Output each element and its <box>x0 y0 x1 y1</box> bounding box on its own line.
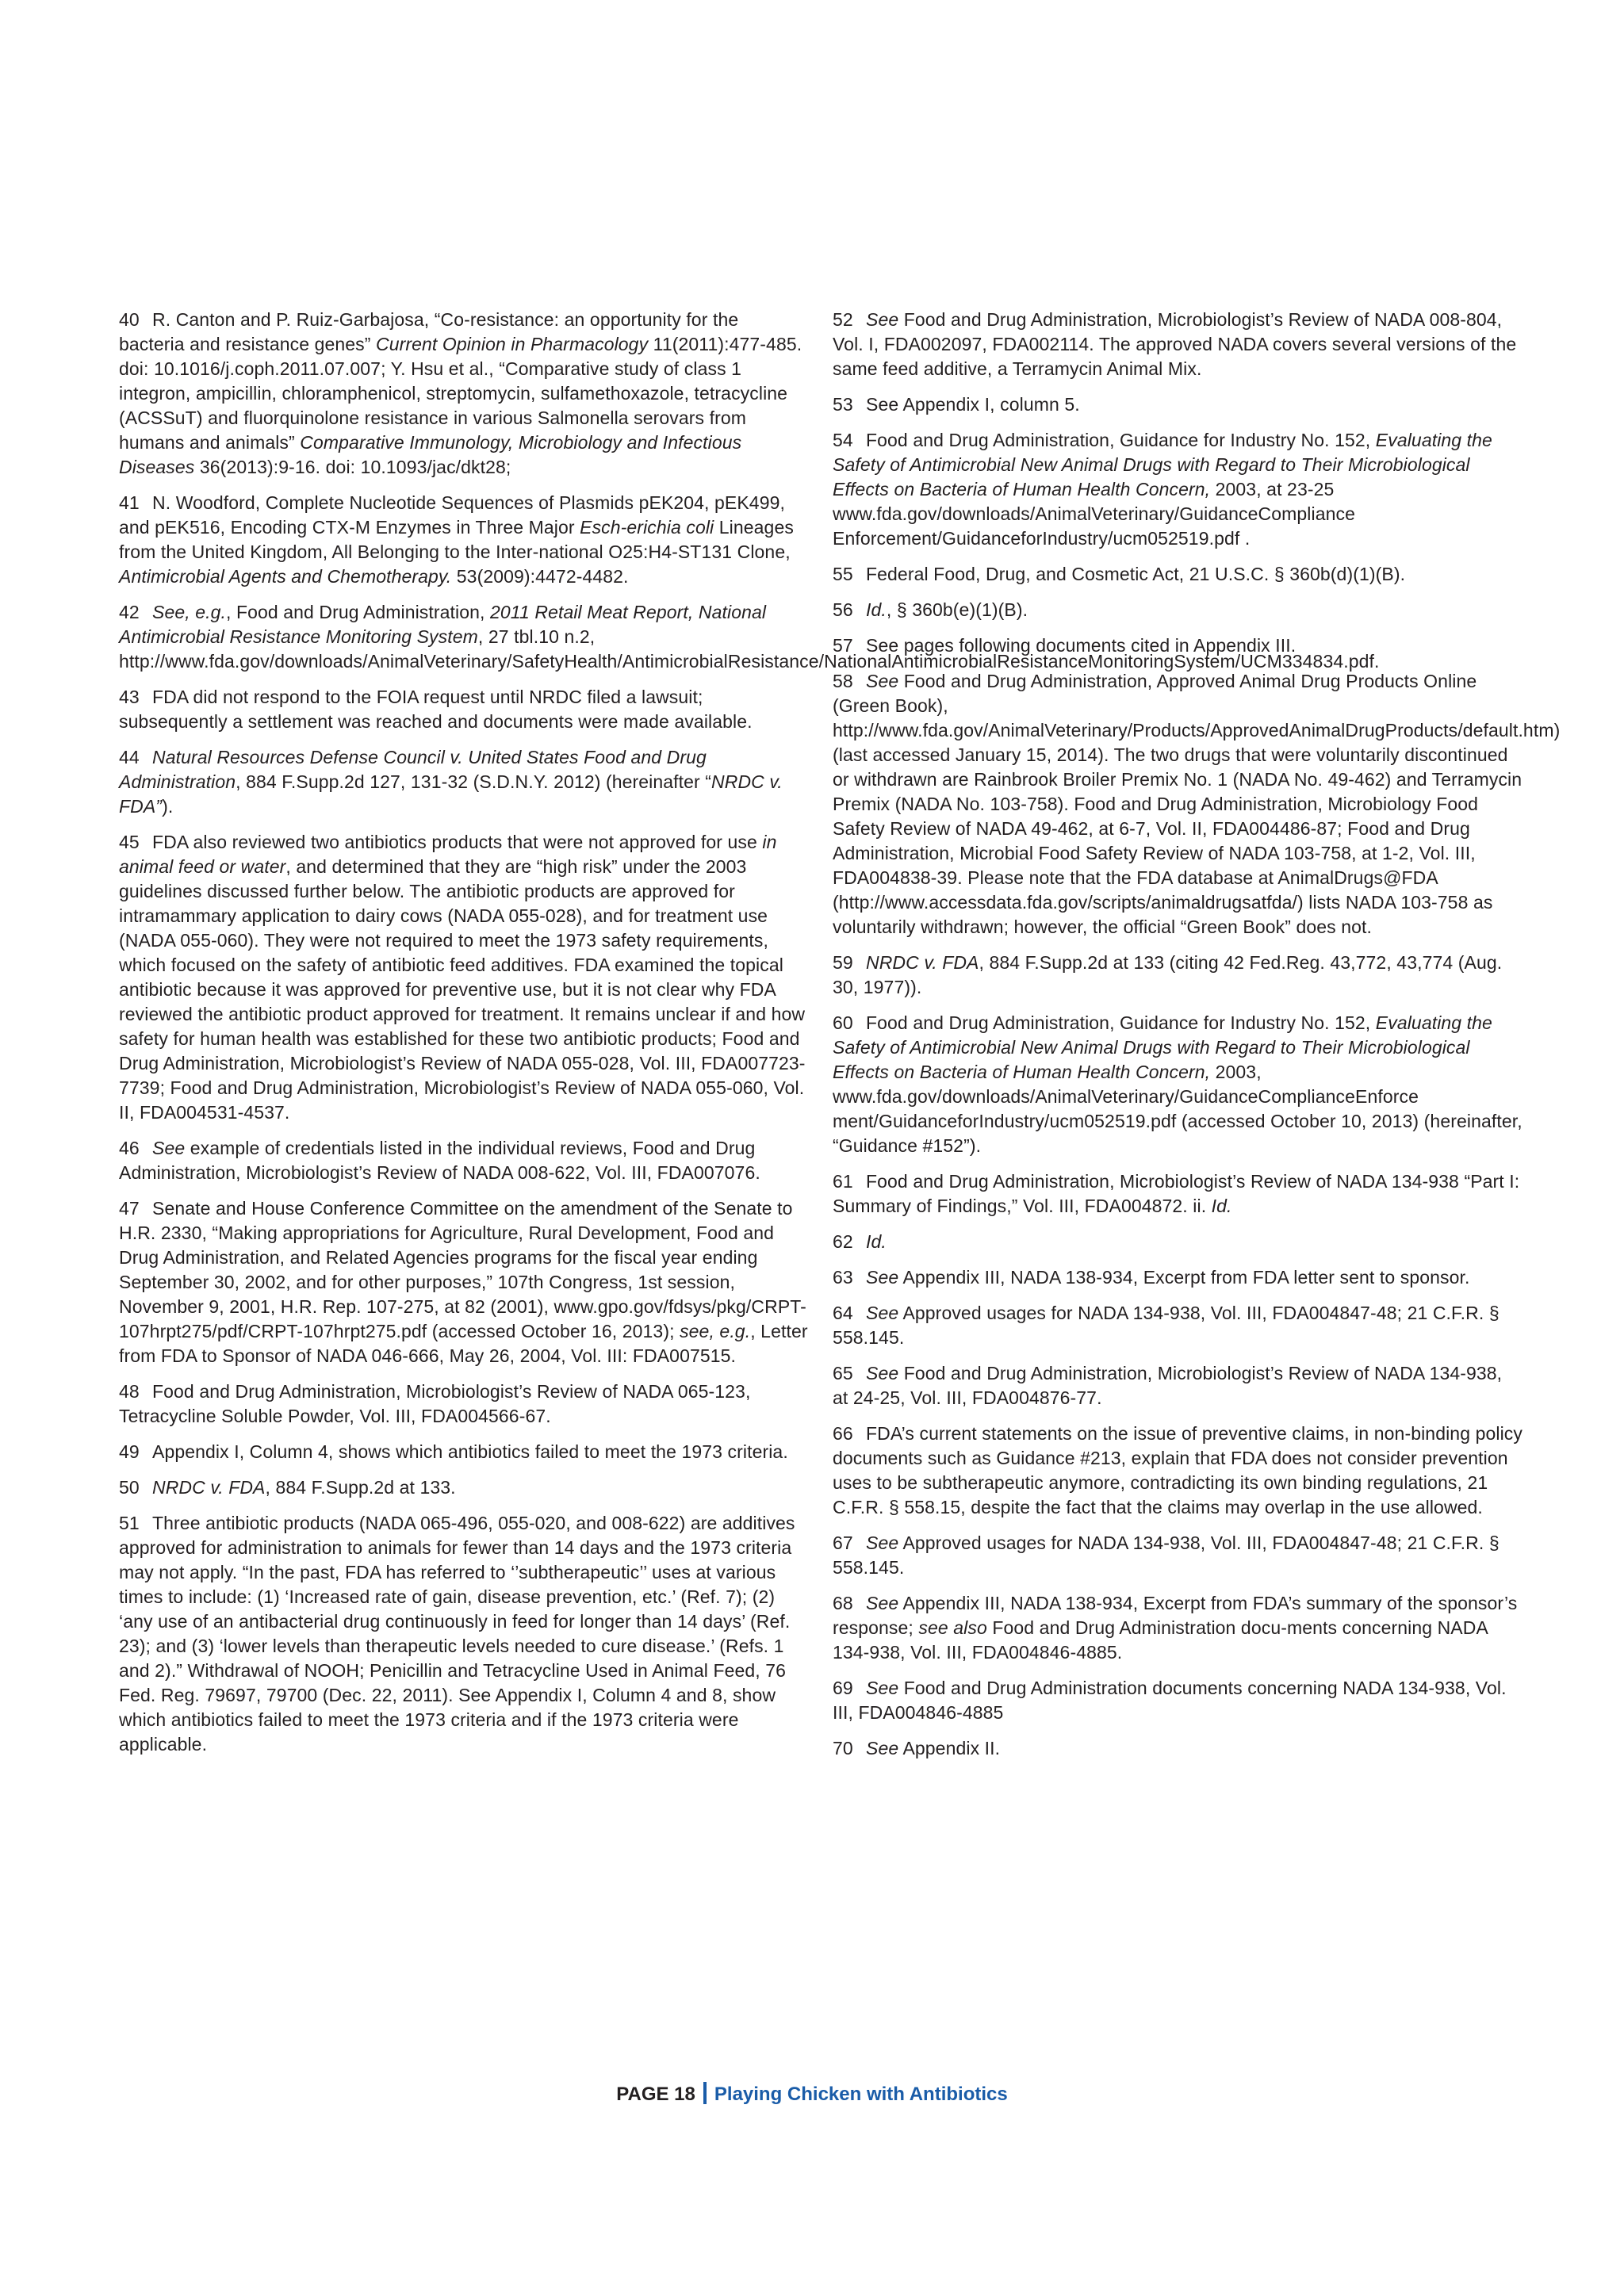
endnote-61 <box>833 1169 1522 1219</box>
endnote-57 <box>833 633 1522 658</box>
endnote-60 <box>833 1011 1522 1158</box>
endnote-68 <box>833 1591 1522 1665</box>
endnote-text: Food and Drug Administration, Guidance for Industry No. 152, <box>866 430 1376 450</box>
endnote-70 <box>833 1736 1522 1761</box>
endnote-italic-text: See <box>866 309 899 330</box>
endnote-text: See Appendix I, column 5. <box>866 394 1080 415</box>
endnote-text: FDA also reviewed two antibiotics products that were not approved for use <box>152 832 763 852</box>
endnote-italic-text: Id. <box>866 599 887 620</box>
endnote-italic-text: See <box>866 1738 899 1758</box>
endnote-text: , 27 tbl.10 n.2, http://www.fda.gov/downloads/AnimalVeterinary/SafetyHealth/AntimicrobialResistance/NationalAntimicrobialResistanceMonitoringSystem/UCM334834.pdf. <box>119 626 1380 672</box>
footer-separator <box>703 2082 707 2104</box>
endnote-number: 49 <box>119 1441 140 1462</box>
endnote-48 <box>119 1380 809 1429</box>
endnote-text: R. Canton and P. Ruiz-Garbajosa, “Co-resistance: an opportunity for the bacteria and resistance genes” <box>119 309 739 354</box>
endnote-text: , 884 F.Supp.2d at 133 (citing 42 Fed.Reg. 43,772, 43,774 (Aug. 30, 1977)). <box>833 952 1503 997</box>
endnote-text: Approved usages for NADA 134-938, Vol. III, FDA004847-48; 21 C.F.R. § 558.145. <box>833 1303 1500 1348</box>
endnote-number: 62 <box>833 1231 853 1252</box>
endnote-italic-text: See <box>866 1363 899 1383</box>
endnote-number: 53 <box>833 394 853 415</box>
endnote-italic-text: Evaluating the Safety of Antimicrobial New Animal Drugs with Regard to Their Microbiological Effects on Bacteria of Human Health Concern, <box>833 430 1492 499</box>
endnote-text: Appendix III, NADA 138-934, Excerpt from FDA’s summary of the sponsor’s response; <box>833 1593 1518 1638</box>
endnote-44 <box>119 745 809 819</box>
endnote-52 <box>833 308 1522 381</box>
endnote-number: 67 <box>833 1533 853 1553</box>
endnote-italic-text: See <box>866 1303 899 1323</box>
endnote-italic-text: Esch-erichia coli <box>580 517 714 538</box>
endnote-italic-text: in animal feed or water <box>119 832 777 877</box>
endnote-text: 2003, at 23-25 www.fda.gov/downloads/AnimalVeterinary/GuidanceCompliance Enforcement/GuidanceforIndustry/ucm052519.pdf . <box>833 479 1355 549</box>
endnote-number: 65 <box>833 1363 853 1383</box>
endnote-text: Appendix I, Column 4, shows which antibiotics failed to meet the 1973 criteria. <box>152 1441 788 1462</box>
endnote-text: , § 360b(e)(1)(B). <box>886 599 1028 620</box>
endnote-text: FDA did not respond to the FOIA request until NRDC filed a lawsuit; subsequently a settlement was reached and documents were made available. <box>119 687 753 732</box>
endnote-50 <box>119 1475 809 1500</box>
endnote-italic-text: See <box>152 1138 186 1158</box>
endnote-65 <box>833 1361 1522 1410</box>
endnote-text: See pages following documents cited in Appendix III. <box>866 635 1297 656</box>
endnote-number: 60 <box>833 1012 853 1033</box>
endnote-47 <box>119 1196 809 1368</box>
endnote-number: 50 <box>119 1477 140 1498</box>
endnote-italic-text: NRDC v. FDA <box>866 952 979 973</box>
endnote-text: Food and Drug Administration docu-ments concerning NADA 134-938, Vol. III, FDA004846-4885. <box>833 1617 1488 1663</box>
endnote-text: , 884 F.Supp.2d at 133. <box>265 1477 456 1498</box>
endnote-text: Food and Drug Administration, Guidance for Industry No. 152, <box>866 1012 1376 1033</box>
endnote-number: 63 <box>833 1267 853 1288</box>
endnote-58 <box>833 669 1561 939</box>
endnote-number: 59 <box>833 952 853 973</box>
endnote-number: 61 <box>833 1171 853 1192</box>
endnote-63 <box>833 1265 1522 1290</box>
endnote-number: 43 <box>119 687 140 707</box>
endnote-54 <box>833 428 1522 551</box>
endnote-text: 11(2011):477-485. doi: 10.1016/j.coph.2011.07.007; Y. Hsu et al., “Comparative study of class 1 integron, ampicillin, chloramphenicol, streptomycin, sulfamethoxazole, tetracycline (ACSSuT) and fluorquinolone resistance in various Salmonella serovars from humans and animals” <box>119 334 802 453</box>
endnote-text: example of credentials listed in the individual reviews, Food and Drug Administration, Microbiologist’s Review of NADA 008-622, Vol. III, FDA007076. <box>119 1138 760 1183</box>
endnote-italic-text: See <box>866 1678 899 1698</box>
page-number: PAGE 18 <box>616 2084 695 2105</box>
endnote-41 <box>119 491 809 589</box>
endnote-number: 55 <box>833 564 853 584</box>
endnote-text: FDA’s current statements on the issue of preventive claims, in non-binding policy documents such as Guidance #213, explain that FDA does not consider prevention uses to be subtherapeutic anymore, contradicting its own binding regulations, 21 C.F.R. § 558.15, despite the fact that the claims may overlap in the use allowed. <box>833 1423 1522 1517</box>
endnote-46 <box>119 1136 809 1185</box>
endnote-number: 48 <box>119 1381 140 1402</box>
endnote-text: 53(2009):4472-4482. <box>451 566 629 587</box>
endnote-66 <box>833 1422 1522 1520</box>
endnote-49 <box>119 1440 809 1464</box>
endnote-text: Food and Drug Administration, Microbiologist’s Review of NADA 065-123, Tetracycline Soluble Powder, Vol. III, FDA004566-67. <box>119 1381 751 1426</box>
endnote-number: 41 <box>119 492 140 513</box>
endnote-number: 69 <box>833 1678 853 1698</box>
endnote-number: 64 <box>833 1303 853 1323</box>
endnote-text: , Food and Drug Administration, <box>225 602 491 622</box>
endnote-45 <box>119 830 809 1125</box>
endnote-text: ). <box>162 796 174 817</box>
endnote-italic-text: See, e.g. <box>152 602 226 622</box>
endnote-italic-text: 2011 Retail Meat Report, National Antimicrobial Resistance Monitoring System <box>119 602 767 647</box>
endnote-text: Food and Drug Administration, Approved Animal Drug Products Online (Green Book), http://www.fda.gov/AnimalVeterinary/Products/ApprovedAnimalDrugProducts/default.htm) (last accessed January 15, 2014). The two drugs that were voluntarily discontinued or withdrawn are Rainbrook Broiler Premix No. 1 (NADA No. 49-462) and Terramycin Premix (NADA No. 103-758). Food and Drug Administration, Microbiology Food Safety Review of NADA 49-462, at 6-7, Vol. II, FDA004486-87; Food and Drug Administration, Microbial Food Safety Review of NADA 103-758, at 1-2, Vol. III, FDA004838-39. Please note that the FDA database at AnimalDrugs@FDA (http://www.accessdata.fda.gov/scripts/animaldrugsatfda/) lists NADA 103-758 as voluntarily withdrawn; however, the official “Green Book” does not. <box>833 671 1561 937</box>
endnote-italic-text: see, e.g. <box>680 1321 751 1341</box>
endnote-number: 51 <box>119 1513 140 1533</box>
endnote-number: 45 <box>119 832 140 852</box>
endnote-text: Food and Drug Administration, Microbiologist’s Review of NADA 008-804, Vol. I, FDA002097, FDA002114. The approved NADA covers several versions of the same feed additive, a Terramycin Animal Mix. <box>833 309 1517 379</box>
endnote-number: 70 <box>833 1738 853 1758</box>
endnote-number: 44 <box>119 747 140 767</box>
endnote-number: 47 <box>119 1198 140 1219</box>
endnote-text: Lineages from the United Kingdom, All Belonging to the Inter-national O25:H4-ST131 Clone, <box>119 517 794 562</box>
endnote-text: Appendix II. <box>898 1738 1001 1758</box>
endnote-text: , 884 F.Supp.2d 127, 131-32 (S.D.N.Y. 2012) (hereinafter “ <box>236 771 712 792</box>
endnote-text: Approved usages for NADA 134-938, Vol. III, FDA004847-48; 21 C.F.R. § 558.145. <box>833 1533 1500 1578</box>
endnote-italic-text: Comparative Immunology, Microbiology and Infectious Diseases <box>119 432 742 477</box>
endnote-number: 52 <box>833 309 853 330</box>
endnote-number: 46 <box>119 1138 140 1158</box>
endnote-italic-text: See <box>866 671 899 691</box>
endnote-62 <box>833 1230 1522 1254</box>
endnote-italic-text: Natural Resources Defense Council v. United States Food and Drug Administration <box>119 747 707 792</box>
endnote-number: 40 <box>119 309 140 330</box>
publication-title: Playing Chicken with Antibiotics <box>714 2084 1008 2105</box>
endnote-text: N. Woodford, Complete Nucleotide Sequences of Plasmids pEK204, pEK499, and pEK516, Encoding CTX-M Enzymes in Three Major <box>119 492 785 538</box>
endnote-italic-text: see also <box>918 1617 987 1638</box>
endnote-italic-text: Id. <box>1211 1196 1232 1216</box>
endnote-italic-text: Antimicrobial Agents and Chemotherapy. <box>119 566 452 587</box>
endnote-text: Food and Drug Administration, Microbiologist’s Review of NADA 134-938 “Part I: Summary of Findings,” Vol. III, FDA004872. ii. <box>833 1171 1520 1216</box>
endnote-text: , and determined that they are “high risk” under the 2003 guidelines discussed further below. The antibiotic products are approved for intramammary application to dairy cows (NADA 055-028), and for treatment use (NADA 055-060). They were not required to meet the 1973 safety requirements, which focused on the safety of antibiotic feed additives. FDA examined the topical antibiotic because it was approved for preventive use, but it is not clear why FDA reviewed the antibiotic product approved for treatment. It remains unclear if and how safety for human health was established for these two antibiotic products; Food and Drug Administration, Microbiologist’s Review of NADA 055-028, Vol. III, FDA007723-7739; Food and Drug Administration, Microbiologist’s Review of NADA 055-060, Vol. II, FDA004531-4537. <box>119 856 806 1123</box>
endnote-italic-text: See <box>866 1533 899 1553</box>
endnote-text: 2003, www.fda.gov/downloads/AnimalVeterinary/GuidanceComplianceEnforce ment/GuidanceforIndustry/ucm052519.pdf (accessed October 10, 2013) (hereinafter, “Guidance #152”). <box>833 1062 1522 1156</box>
endnote-51 <box>119 1511 809 1757</box>
endnote-italic-text: See <box>866 1593 899 1613</box>
endnote-text: , Letter from FDA to Sponsor of NADA 046-666, May 26, 2004, Vol. III: FDA007515. <box>119 1321 808 1366</box>
endnote-56 <box>833 598 1522 622</box>
endnote-italic-text: See <box>866 1267 899 1288</box>
endnote-text: Food and Drug Administration, Microbiologist’s Review of NADA 134-938, at 24-25, Vol. III, FDA004876-77. <box>833 1363 1503 1408</box>
page-footer <box>0 2082 1624 2106</box>
endnote-number: 56 <box>833 599 853 620</box>
endnote-italic-text: Evaluating the Safety of Antimicrobial New Animal Drugs with Regard to Their Microbiological Effects on Bacteria of Human Health Concern, <box>833 1012 1492 1082</box>
endnotes-right-column <box>833 308 1561 1772</box>
endnote-text: 36(2013):9-16. doi: 10.1093/jac/dkt28; <box>194 457 511 477</box>
endnote-number: 68 <box>833 1593 853 1613</box>
endnote-number: 58 <box>833 671 853 691</box>
endnote-43 <box>119 685 809 734</box>
endnote-67 <box>833 1531 1522 1580</box>
endnote-number: 66 <box>833 1423 853 1444</box>
endnote-italic-text: NRDC v. FDA <box>152 1477 266 1498</box>
endnote-53 <box>833 392 1522 417</box>
endnote-64 <box>833 1301 1522 1350</box>
endnote-text: Appendix III, NADA 138-934, Excerpt from FDA letter sent to sponsor. <box>898 1267 1470 1288</box>
endnote-italic-text: NRDC v. FDA” <box>119 771 783 817</box>
endnote-text: Federal Food, Drug, and Cosmetic Act, 21 U.S.C. § 360b(d)(1)(B). <box>866 564 1406 584</box>
endnote-number: 57 <box>833 635 853 656</box>
endnote-59 <box>833 951 1522 1000</box>
endnote-italic-text: Current Opinion in Pharmacology <box>376 334 649 354</box>
endnote-italic-text: Id. <box>866 1231 887 1252</box>
endnote-55 <box>833 562 1522 587</box>
endnote-number: 54 <box>833 430 853 450</box>
endnote-number: 42 <box>119 602 140 622</box>
endnote-text: Senate and House Conference Committee on the amendment of the Senate to H.R. 2330, “Making appropriations for Agriculture, Rural Development, Food and Drug Administration, and Related Agencies programs for the fiscal year ending September 30, 2002, and for other purposes,” 107th Congress, 1st session, November 9, 2001, H.R. Rep. 107-275, at 82 (2001), www.gpo.gov/fdsys/pkg/CRPT-107hrpt275/pdf/CRPT-107hrpt275.pdf (accessed October 16, 2013); <box>119 1198 806 1341</box>
endnote-40 <box>119 308 809 480</box>
endnote-text: Food and Drug Administration documents concerning NADA 134-938, Vol. III, FDA004846-4885 <box>833 1678 1507 1723</box>
endnote-text: Three antibiotic products (NADA 065-496, 055-020, and 008-622) are additives approved for administration to animals for fewer than 14 days and the 1973 criteria may not apply. “In the past, FDA has referred to ‘’subtherapeutic’’ uses at various times to include: (1) ‘Increased rate of gain, disease prevention, etc.’ (Ref. 7); (2) ‘any use of an antibacterial drug continuously in feed for longer than 14 days’ (Ref. 23); and (3) ‘lower levels than therapeutic levels needed to cure disease.’ (Refs. 1 and 2).” Withdrawal of NOOH; Penicillin and Tetracycline Used in Animal Feed, 76 Fed. Reg. 79697, 79700 (Dec. 22, 2011). See Appendix I, Column 4 and 8, show which antibiotics failed to meet the 1973 criteria and if the 1973 criteria were applicable. <box>119 1513 795 1755</box>
endnote-69 <box>833 1676 1522 1725</box>
